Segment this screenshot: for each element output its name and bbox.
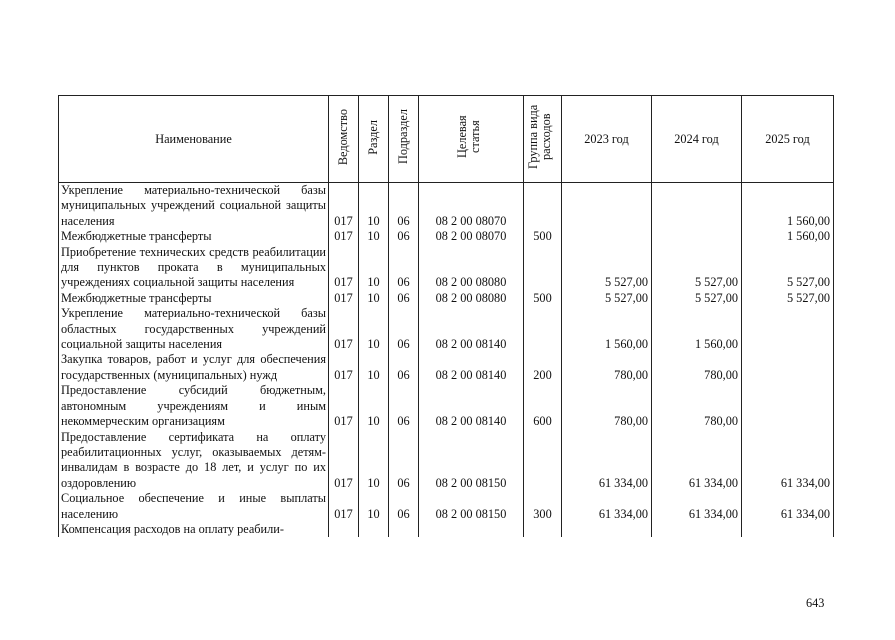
cell-2023: 5 527,00 bbox=[562, 245, 652, 291]
cell-celevaya-statya: 08 2 00 08080 bbox=[419, 291, 524, 306]
table-row bbox=[59, 430, 834, 492]
cell-name: Укрепление материально-технической базы областных государственных учреждений социальной защиты населения bbox=[59, 306, 329, 352]
cell-2025: 61 334,00 bbox=[742, 491, 834, 522]
cell-celevaya-statya: 08 2 00 08080 bbox=[419, 245, 524, 291]
cell-podrazdel: 06 bbox=[389, 245, 419, 291]
cell-name: Межбюджетные трансферты bbox=[59, 291, 329, 306]
cell-2024: 780,00 bbox=[652, 352, 742, 383]
cell-2024 bbox=[652, 229, 742, 244]
cell-razdel: 10 bbox=[359, 352, 389, 383]
cell-2024: 1 560,00 bbox=[652, 306, 742, 352]
table-row bbox=[59, 183, 834, 230]
cell-gruppa: 200 bbox=[524, 352, 562, 383]
cell-podrazdel: 06 bbox=[389, 183, 419, 230]
table-row bbox=[59, 352, 834, 383]
cell-podrazdel: 06 bbox=[389, 430, 419, 492]
cell-celevaya-statya: 08 2 00 08140 bbox=[419, 306, 524, 352]
cell-name: Предоставление сертификата на оплату реабилитационных услуг, оказываемых детям-инвалидам в возрасте до 18 лет, и услуг по их оздоровлению bbox=[59, 430, 329, 492]
cell-razdel: 10 bbox=[359, 491, 389, 522]
cell-razdel: 10 bbox=[359, 383, 389, 429]
cell-vedomstvo: 017 bbox=[329, 383, 359, 429]
table-row bbox=[59, 383, 834, 429]
cell-razdel: 10 bbox=[359, 430, 389, 492]
cell-2025 bbox=[742, 352, 834, 383]
cell-gruppa bbox=[524, 183, 562, 230]
cell-podrazdel: 06 bbox=[389, 291, 419, 306]
cell-2023: 61 334,00 bbox=[562, 491, 652, 522]
cell-celevaya-statya: 08 2 00 08150 bbox=[419, 491, 524, 522]
cell-podrazdel: 06 bbox=[389, 491, 419, 522]
cell-vedomstvo: 017 bbox=[329, 491, 359, 522]
cell-name: Укрепление материально-технической базы муниципальных учреждений социальной защиты населения bbox=[59, 183, 329, 230]
table-row bbox=[59, 291, 834, 306]
cell-razdel: 10 bbox=[359, 306, 389, 352]
table-row bbox=[59, 245, 834, 291]
cell-2023: 5 527,00 bbox=[562, 291, 652, 306]
cell-vedomstvo: 017 bbox=[329, 229, 359, 244]
cell-podrazdel bbox=[389, 522, 419, 537]
cell-2025: 61 334,00 bbox=[742, 430, 834, 492]
header-celevaya: Целевая статья bbox=[419, 96, 524, 183]
table-row bbox=[59, 229, 834, 244]
cell-name: Межбюджетные трансферты bbox=[59, 229, 329, 244]
cell-2023 bbox=[562, 183, 652, 230]
table-row bbox=[59, 306, 834, 352]
cell-name: Приобретение технических средств реабилитации для пунктов проката в муниципальных учреждениях социальной защиты населения bbox=[59, 245, 329, 291]
cell-celevaya-statya: 08 2 00 08070 bbox=[419, 183, 524, 230]
cell-2024 bbox=[652, 183, 742, 230]
budget-document-page bbox=[58, 95, 833, 537]
budget-table bbox=[58, 95, 834, 537]
page-number: 643 bbox=[806, 596, 825, 610]
header-name: Наименование bbox=[59, 96, 329, 183]
cell-2024: 61 334,00 bbox=[652, 491, 742, 522]
cell-2025: 1 560,00 bbox=[742, 229, 834, 244]
cell-2025: 5 527,00 bbox=[742, 245, 834, 291]
cell-2025 bbox=[742, 306, 834, 352]
cell-celevaya-statya: 08 2 00 08140 bbox=[419, 383, 524, 429]
cell-podrazdel: 06 bbox=[389, 383, 419, 429]
cell-2023 bbox=[562, 229, 652, 244]
cell-gruppa: 300 bbox=[524, 491, 562, 522]
header-2024: 2024 год bbox=[652, 96, 742, 183]
cell-podrazdel: 06 bbox=[389, 229, 419, 244]
cell-vedomstvo bbox=[329, 522, 359, 537]
cell-celevaya-statya: 08 2 00 08070 bbox=[419, 229, 524, 244]
cell-2023: 1 560,00 bbox=[562, 306, 652, 352]
cell-vedomstvo: 017 bbox=[329, 352, 359, 383]
cell-vedomstvo: 017 bbox=[329, 291, 359, 306]
cell-2023: 780,00 bbox=[562, 383, 652, 429]
cell-2025: 5 527,00 bbox=[742, 291, 834, 306]
cell-2023: 780,00 bbox=[562, 352, 652, 383]
cell-gruppa: 500 bbox=[524, 229, 562, 244]
cell-2024: 780,00 bbox=[652, 383, 742, 429]
table-row bbox=[59, 491, 834, 522]
table-row bbox=[59, 522, 834, 537]
cell-2024 bbox=[652, 522, 742, 537]
cell-gruppa: 600 bbox=[524, 383, 562, 429]
cell-name: Предоставление субсидий бюджетным, автономным учреждениям и иным некоммерческим организациям bbox=[59, 383, 329, 429]
cell-vedomstvo: 017 bbox=[329, 430, 359, 492]
cell-name: Закупка товаров, работ и услуг для обеспечения государственных (муниципальных) нужд bbox=[59, 352, 329, 383]
cell-2024: 5 527,00 bbox=[652, 291, 742, 306]
cell-celevaya-statya: 08 2 00 08140 bbox=[419, 352, 524, 383]
cell-gruppa bbox=[524, 522, 562, 537]
cell-razdel: 10 bbox=[359, 229, 389, 244]
cell-gruppa bbox=[524, 430, 562, 492]
cell-2025 bbox=[742, 383, 834, 429]
table-header bbox=[59, 96, 834, 183]
cell-razdel: 10 bbox=[359, 183, 389, 230]
cell-2024: 61 334,00 bbox=[652, 430, 742, 492]
cell-razdel: 10 bbox=[359, 245, 389, 291]
cell-2024: 5 527,00 bbox=[652, 245, 742, 291]
cell-vedomstvo: 017 bbox=[329, 306, 359, 352]
cell-celevaya-statya: 08 2 00 08150 bbox=[419, 430, 524, 492]
table-body bbox=[59, 183, 834, 538]
cell-gruppa: 500 bbox=[524, 291, 562, 306]
cell-vedomstvo: 017 bbox=[329, 183, 359, 230]
cell-2023 bbox=[562, 522, 652, 537]
header-2023: 2023 год bbox=[562, 96, 652, 183]
header-gruppa: Группа вида расходов bbox=[524, 96, 562, 183]
cell-razdel: 10 bbox=[359, 291, 389, 306]
header-podrazdel: Подраздел bbox=[389, 96, 419, 183]
cell-razdel bbox=[359, 522, 389, 537]
cell-gruppa bbox=[524, 306, 562, 352]
header-razdel: Раздел bbox=[359, 96, 389, 183]
cell-gruppa bbox=[524, 245, 562, 291]
header-2025: 2025 год bbox=[742, 96, 834, 183]
cell-podrazdel: 06 bbox=[389, 306, 419, 352]
cell-name: Компенсация расходов на оплату реабили- bbox=[59, 522, 329, 537]
cell-2025: 1 560,00 bbox=[742, 183, 834, 230]
cell-podrazdel: 06 bbox=[389, 352, 419, 383]
cell-celevaya-statya bbox=[419, 522, 524, 537]
cell-name: Социальное обеспечение и иные выплаты населению bbox=[59, 491, 329, 522]
header-vedomstvo: Ведомство bbox=[329, 96, 359, 183]
cell-2025 bbox=[742, 522, 834, 537]
cell-2023: 61 334,00 bbox=[562, 430, 652, 492]
cell-vedomstvo: 017 bbox=[329, 245, 359, 291]
